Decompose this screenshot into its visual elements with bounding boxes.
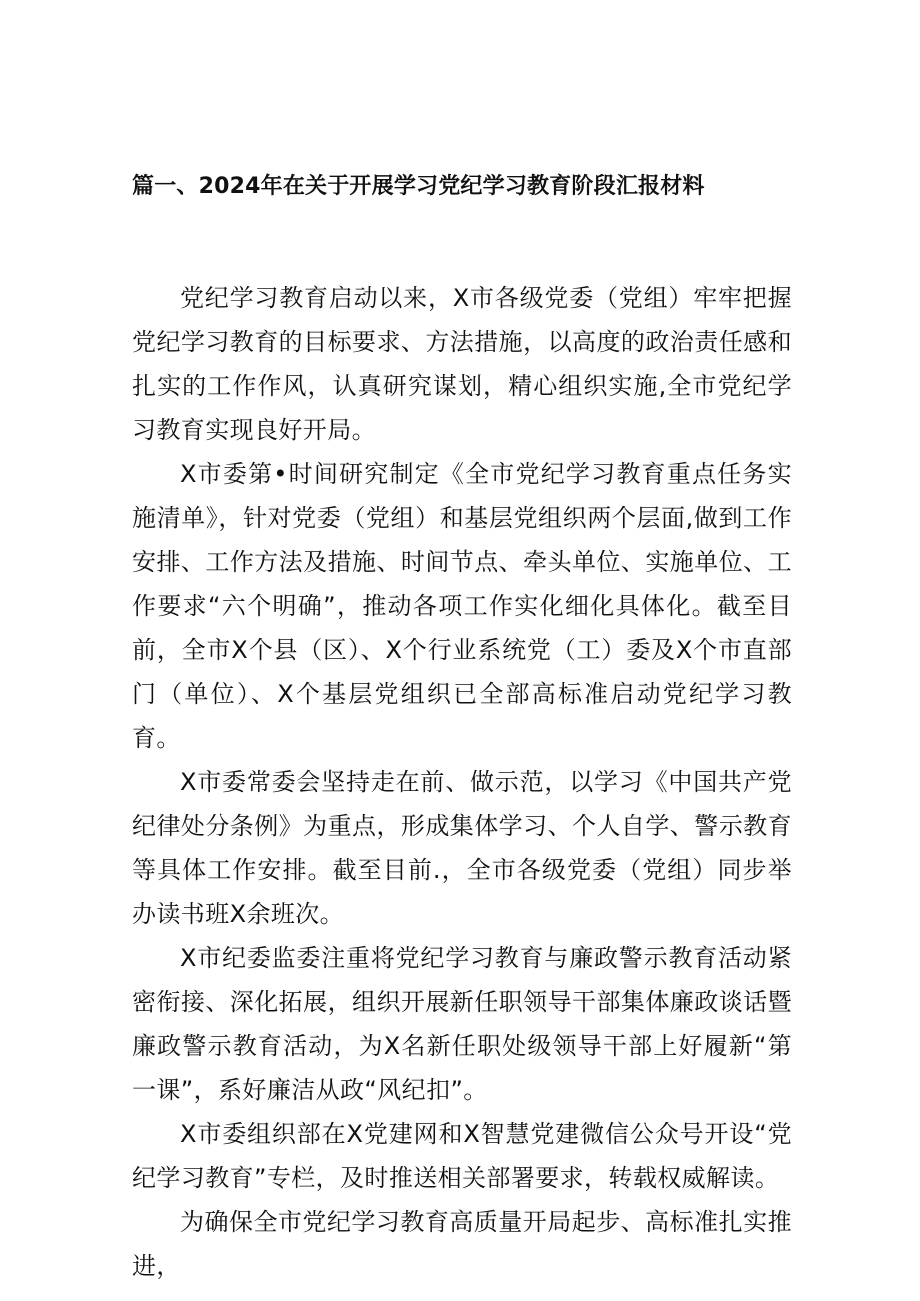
paragraph: 党纪学习教育启动以来，X市各级党委（党组）牢牢把握党纪学习教育的目标要求、方法措施，以高度的政治责任感和扎实的工作作风，认真研究谋划，精心组织实施,全市党纪学习教育实现良好开局。 — [132, 284, 792, 444]
paragraph: X市纪委监委注重将党纪学习教育与廉政警示教育活动紧密衔接、深化拓展，组织开展新任职领导干部集体廉政谈话暨廉政警示教育活动，为X名新任职处级领导干部上好履新“第一课”，系好廉洁从政“风纪扣”。 — [132, 944, 792, 1104]
document-title: 篇一、2024年在关于开展学习党纪学习教育阶段汇报材料 — [132, 174, 705, 199]
paragraph: X市委第•时间研究制定《全市党纪学习教育重点任务实施清单》，针对党委（党组）和基层党组织两个层面,做到工作安排、工作方法及措施、时间节点、牵头单位、实施单位、工作要求“六个明确”，推动各项工作实化细化具体化。截至目前，全市X个县（区）、X个行业系统党（工）委及X个市直部门（单位）、X个基层党组织已全部高标准启动党纪学习教育。 — [132, 460, 792, 752]
paragraph: X市委组织部在X党建网和X智慧党建微信公众号开设“党纪学习教育”专栏，及时推送相关部署要求，转载权威解读。 — [132, 1120, 792, 1192]
document-body — [132, 276, 792, 1288]
paragraph: 为确保全市党纪学习教育高质量开局起步、高标准扎实推进， — [132, 1208, 792, 1280]
paragraph: X市委常委会坚持走在前、做示范，以学习《中国共产党纪律处分条例》为重点，形成集体学习、个人自学、警示教育等具体工作安排。截至目前.，全市各级党委（党组）同步举办读书班X余班次。 — [132, 768, 792, 928]
